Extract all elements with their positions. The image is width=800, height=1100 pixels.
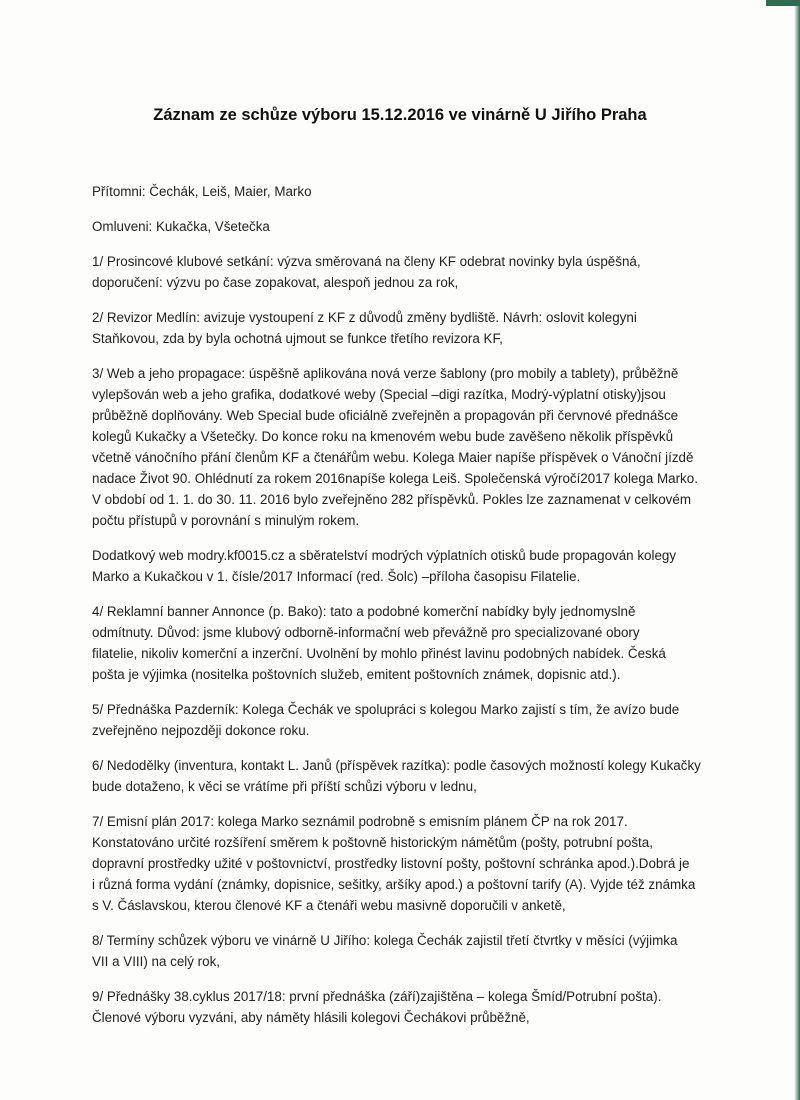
text-line: 5/ Přednáška Pazderník: Kolega Čechák ve spolupráci s kolegou Marko zajistí s tím, že avízo bude: [92, 702, 680, 717]
document-title: Záznam ze schůze výboru 15.12.2016 ve vinárně U Jiřího Praha: [153, 106, 647, 124]
text-line: V období od 1. 1. do 30. 11. 2016 bylo zveřejněno 282 příspěvků. Pokles lze zaznamenat v celkovém: [92, 492, 691, 507]
paragraph: [92, 307, 702, 349]
paragraph: [92, 251, 702, 293]
text-line: zveřejněno nejpozději dokonce roku.: [92, 723, 310, 738]
text-line: 2/ Revizor Medlín: avizuje vystoupení z KF z důvodů změny bydliště. Návrh: oslovit kolegyni: [92, 310, 637, 325]
text-line: pošta je výjimka (nositelka poštovních služeb, emitent poštovních známek, dopisnic atd.).: [92, 667, 621, 682]
text-line: 8/ Termíny schůzek výboru ve vinárně U Jiřího: kolega Čechák zajistil třetí čtvrtky v měsíci (výjimka: [92, 933, 678, 948]
text-line: kolegů Kukačky a Všetečky. Do konce roku na kmenovém webu bude zavěšeno několik příspěvků: [92, 429, 674, 444]
text-line: Omluveni: Kukačka, Všetečka: [92, 219, 270, 234]
text-line: filatelie, nikoliv komerční a inzerční. Uvolnění by mohlo přinést lavinu podobných nabídek. Česká: [92, 646, 666, 661]
text-line: počtu přístupů v porovnání s minulým rokem.: [92, 513, 360, 528]
paragraph: [92, 986, 702, 1028]
text-line: VII a VIII) na celý rok,: [92, 954, 221, 969]
text-line: i různá forma vydání (známky, dopisnice, sešitky, aršíky apod.) a poštovní tarify (A). Vyjde též známka: [92, 877, 696, 892]
scan-edge: [794, 0, 800, 1100]
text-line: vylepšován web a jeho grafika, dodatkové weby (Special –digi razítka, Modrý-výplatní otisky)jsou: [92, 387, 666, 402]
text-line: 4/ Reklamní banner Annonce (p. Bako): tato a podobné komerční nabídky byly jednomyslně: [92, 604, 636, 619]
text-line: včetně vánočního přání členům KF a čtenářům webu. Kolega Maier napíše příspěvek o Vánoční jízdě: [92, 450, 694, 465]
text-line: Staňkovou, zda by byla ochotná ujmout se funkce třetího revizora KF,: [92, 331, 503, 346]
paragraph: [92, 363, 702, 531]
paragraph: [92, 545, 702, 587]
paragraph: [92, 699, 702, 741]
text-line: odmítnuty. Důvod: jsme klubový odborně-informační web převážně pro specializované obory: [92, 625, 640, 640]
text-line: 9/ Přednášky 38.cyklus 2017/18: první přednáška (září)zajištěna – kolega Šmíd/Potrubní pošta).: [92, 989, 662, 1004]
paragraph: [92, 930, 702, 972]
paragraph: [92, 811, 702, 916]
paragraph: [92, 755, 702, 797]
text-line: 1/ Prosincové klubové setkání: výzva směrovaná na členy KF odebrat novinky byla úspěšná,: [92, 254, 641, 269]
text-line: Přítomni: Čechák, Leiš, Maier, Marko: [92, 184, 312, 199]
text-line: 3/ Web a jeho propagace: úspěšně aplikována nová verze šablony (pro mobily a tablety), průběžně: [92, 366, 679, 381]
paragraph: [92, 181, 702, 202]
text-line: Marko a Kukačkou v 1. čísle/2017 Informací (red. Šolc) –příloha časopisu Filatelie.: [92, 569, 581, 584]
scan-corner: [766, 0, 800, 6]
text-line: doporučení: výzvu po čase zopakovat, alespoň jednou za rok,: [92, 275, 459, 290]
text-line: Dodatkový web modry.kf0015.cz a sběratelství modrých výplatních otisků bude propagován kolegy: [92, 548, 677, 563]
text-line: průběžně doplňovány. Web Special bude oficiálně zveřejněn a propagován při červnové přednášce: [92, 408, 679, 423]
paragraph: [92, 216, 702, 237]
paragraph: [92, 601, 702, 685]
text-line: dopravní prostředky užité v poštovnictví, prostředky listovní pošty, poštovní schránka apod.).Dobrá je: [92, 856, 690, 871]
text-line: Konstatováno určité rozšíření směrem k poštovně historickým námětům (pošty, potrubní pošta,: [92, 835, 653, 850]
document-body: [92, 181, 702, 1042]
text-line: 6/ Nedodělky (inventura, kontakt L. Janů (příspěvek razítka): podle časových možností kolegy Kukačky: [92, 758, 701, 773]
text-line: 7/ Emisní plán 2017: kolega Marko seznámil podrobně s emisním plánem ČP na rok 2017.: [92, 814, 628, 829]
text-line: Členové výboru vyzváni, aby náměty hlásili kolegovi Čechákovi průběžně,: [92, 1010, 530, 1025]
text-line: bude dotaženo, k věci se vrátíme při příští schůzi výboru v lednu,: [92, 779, 477, 794]
text-line: nadace Život 90. Ohlédnutí za rokem 2016napíše kolega Leiš. Společenská výročí2017 kolega Marko.: [92, 471, 698, 486]
text-line: s V. Čáslavskou, kterou členové KF a čtenáři webu masivně doporučili v anketě,: [92, 898, 566, 913]
